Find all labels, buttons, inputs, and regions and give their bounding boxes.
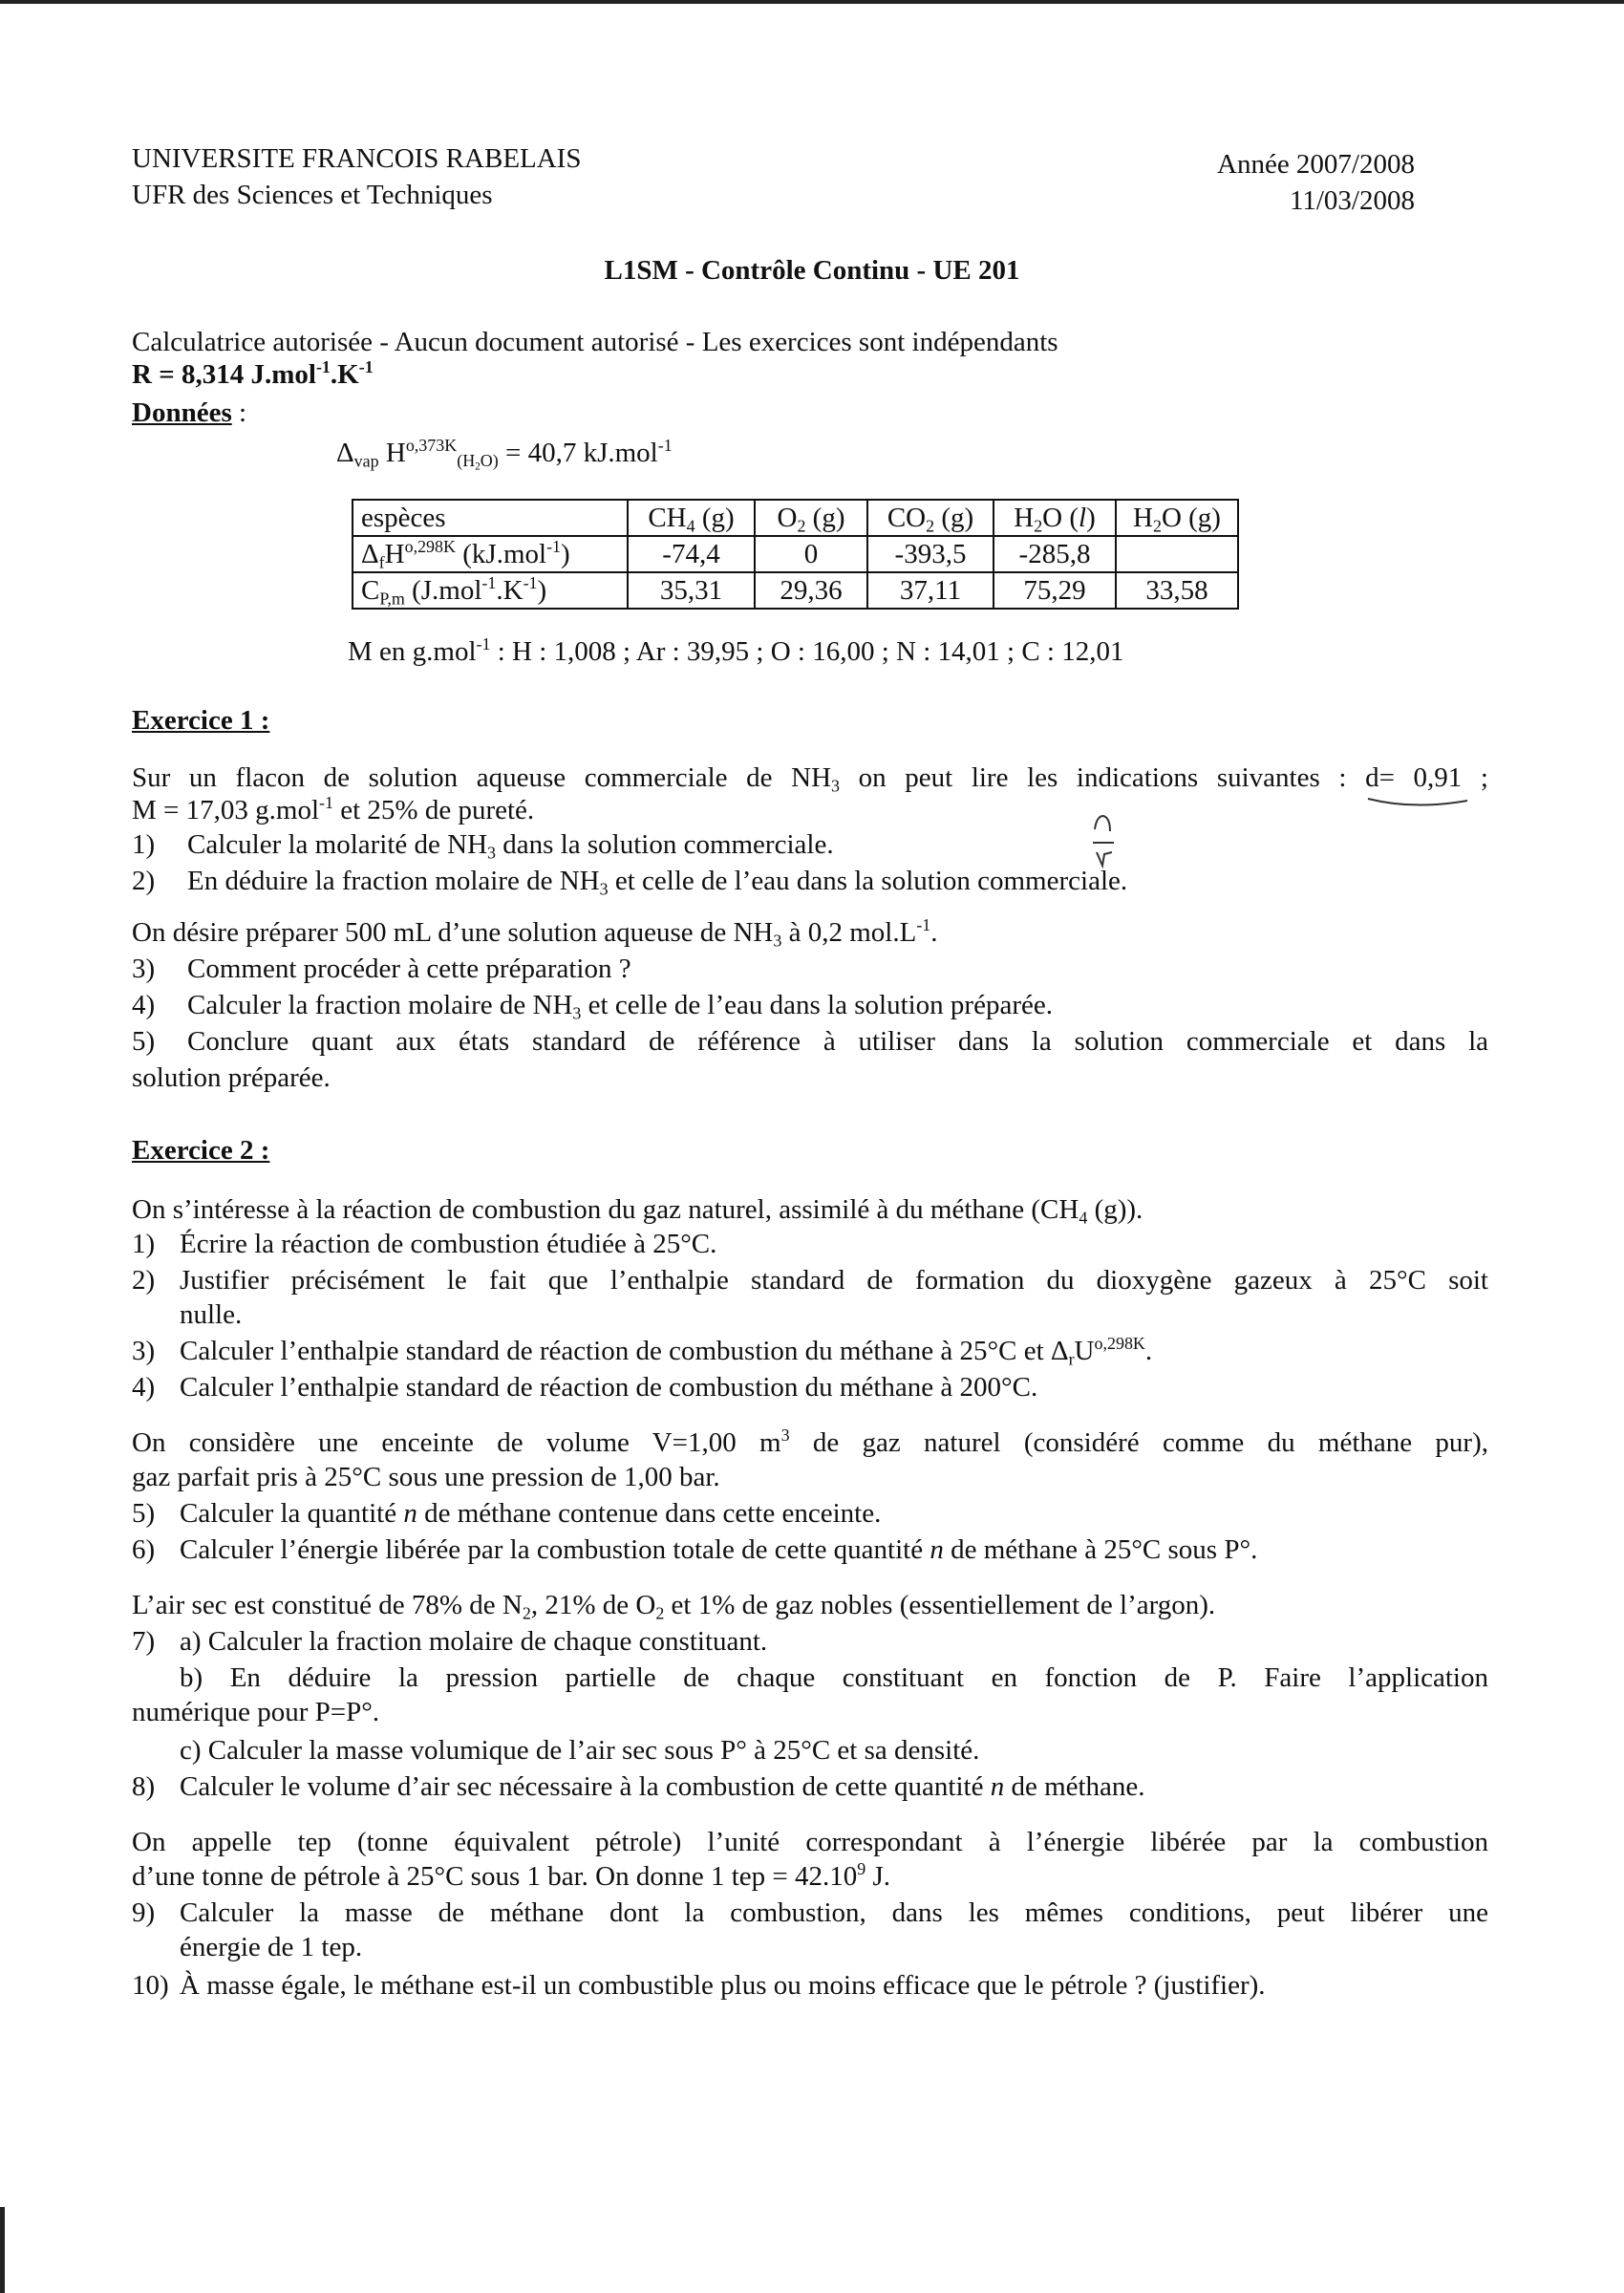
scan-edge-top (0, 0, 1624, 4)
table-cell: -285,8 (994, 536, 1116, 572)
ex1-question-3: 3) Comment procéder à cette préparation ? (132, 954, 631, 984)
ex2-intro: On s’intéresse à la réaction de combustion du gaz naturel, assimilé à du méthane ($CH_4$ (g)). (132, 1194, 1143, 1228)
gas-constant: R = 8,314 $J.mol^{-1}.K^{-1}$ (132, 357, 374, 390)
table-row (353, 572, 1238, 609)
table-header-cell: espèces (353, 500, 628, 536)
table-header-cell: $O_2$ (g) (755, 500, 867, 536)
instructions: Calculatrice autorisée - Aucun document autorisé - Les exercices sont indépendants (132, 327, 1058, 357)
ex2-tep-line2: d’une tonne de pétrole à 25°C sous 1 bar. On donne 1 tep = $42.10^9$ J. (132, 1859, 891, 1892)
ex2-question-10: 10) À masse égale, le méthane est-il un combustible plus ou moins efficace que le pétrole ? (justifier). (132, 1970, 1266, 2001)
exercise-2-title: Exercice 2 : (132, 1135, 270, 1166)
ex2-enceinte-line2: gaz parfait pris à 25°C sous une pression de 1,00 bar. (132, 1462, 720, 1492)
ex2-question-7b: b) En déduire la pression partielle de chaque constituant en fonction de P. Faire l’application (180, 1662, 1488, 1693)
molar-masses: M en g.mol$^{-1}$ : H : 1,008 ; Ar : 39,95 ; O : 16,00 ; N : 14,01 ; C : 12,01 (348, 634, 1124, 667)
academic-year: Année 2007/2008 (1217, 149, 1415, 180)
table-header-cell: $CO_2$ (g) (867, 500, 994, 536)
ex2-question-7a: 7) a) Calculer la fraction molaire de chaque constituant. (132, 1626, 768, 1657)
ex1-question-5-cont: solution préparée. (132, 1062, 331, 1093)
table-cell: 75,29 (994, 572, 1116, 609)
ex2-question-7c: c) Calculer la masse volumique de l’air sec sous P° à 25°C et sa densité. (180, 1735, 980, 1766)
scan-edge-left (0, 2207, 5, 2293)
ex1-question-5: 5) Conclure quant aux états standard de référence à utiliser dans la solution commerciale et dans la (132, 1026, 1488, 1057)
table-header-cell: $H_2O$ (l) (994, 500, 1116, 536)
ex1-intro-line1: Sur un flacon de solution aqueuse commerciale de $NH_3$ on peut lire les indications suivantes : d= 0,91 ; (132, 762, 1488, 796)
ex1-intro-line2: M = 17,03 g.mol$^{-1}$ et 25% de pureté. (132, 793, 535, 825)
table-cell: 33,58 (1116, 572, 1238, 609)
ex2-question-5: 5) Calculer la quantité n de méthane contenue dans cette enceinte. (132, 1498, 882, 1529)
table-cell: 0 (755, 536, 867, 572)
ufr-name: UFR des Sciences et Techniques (132, 180, 493, 210)
ex1-preparation: On désire préparer 500 mL d’une solution aqueuse de $NH_3$ à 0,2 $mol.L^{-1}$. (132, 915, 938, 951)
table-cell: 29,36 (755, 572, 867, 609)
ex2-question-8: 8) Calculer le volume d’air sec nécessaire à la combustion de cette quantité n de méthane. (132, 1771, 1145, 1802)
table-row (353, 536, 1238, 572)
table-row-label: $\Delta_fH^{o,298K}$ (kJ.mol$^{-1}$) (353, 536, 628, 572)
ex2-tep-line1: On appelle tep (tonne équivalent pétrole) l’unité correspondant à l’énergie libérée par la combustion (132, 1827, 1488, 1857)
table-cell: -393,5 (867, 536, 994, 572)
vaporization-enthalpy: $\Delta_{vap}$ $H^{o,373K}_{(H_2O)} = 40,7$ kJ.mol$^{-1}$ (336, 436, 673, 473)
table-cell: -74,4 (628, 536, 755, 572)
ex2-question-9-cont: énergie de 1 tep. (180, 1932, 363, 1962)
table-row (353, 500, 1238, 536)
ex1-question-1: 1) Calculer la molarité de $NH_3$ dans la solution commerciale. (132, 829, 834, 863)
table-cell: 35,31 (628, 572, 755, 609)
table-cell (1116, 536, 1238, 572)
university-name: UNIVERSITE FRANCOIS RABELAIS (132, 143, 582, 174)
table-row-label: $C_{P,m}$ $(J.mol^{-1}.K^{-1})$ (353, 572, 628, 609)
ex2-question-1: 1) Écrire la réaction de combustion étudiée à 25°C. (132, 1229, 717, 1259)
donnees-heading: Données : (132, 397, 247, 428)
ex2-question-2-cont: nulle. (180, 1299, 243, 1330)
ex2-question-9: 9) Calculer la masse de méthane dont la combustion, dans les mêmes conditions, peut libérer une (132, 1897, 1488, 1928)
ex2-question-4: 4) Calculer l’enthalpie standard de réaction de combustion du méthane à 200°C. (132, 1372, 1038, 1403)
ex2-question-6: 6) Calculer l’énergie libérée par la combustion totale de cette quantité n de méthane à 25°C sous P°. (132, 1534, 1258, 1565)
table-header-cell: $CH_4$ (g) (628, 500, 755, 536)
ex2-question-2: 2) Justifier précisément le fait que l’enthalpie standard de formation du dioxygène gazeux à 25°C soit (132, 1265, 1488, 1296)
ex2-question-3: 3) Calculer l’enthalpie standard de réaction de combustion du méthane à 25°C et $\Delta_rU^{o,298K}$. (132, 1334, 1153, 1369)
table-header-cell: $H_2O$ (g) (1116, 500, 1238, 536)
page-title: L1SM - Contrôle Continu - UE 201 (604, 255, 1020, 286)
thermo-data-table (352, 499, 1239, 610)
ex2-question-7b-cont: numérique pour P=P°. (132, 1697, 380, 1727)
ex1-question-2: 2) En déduire la fraction molaire de $NH_3$ et celle de l’eau dans la solution commerciale. (132, 866, 1128, 899)
ex1-question-4: 4) Calculer la fraction molaire de $NH_3$ et celle de l’eau dans la solution préparée. (132, 990, 1053, 1023)
exam-date: 11/03/2008 (1289, 185, 1415, 216)
ex2-enceinte-line1: On considère une enceinte de volume V=1,00 $m^3$ de gaz naturel (considéré comme du méthane pur), (132, 1425, 1488, 1458)
table-cell: 37,11 (867, 572, 994, 609)
exercise-1-title: Exercice 1 : (132, 705, 270, 736)
ex2-air-composition: L’air sec est constitué de 78% de $N_2$, 21% de $O_2$ et 1% de gaz nobles (essentiellement de l’argon). (132, 1590, 1216, 1623)
handwritten-underline (1366, 795, 1471, 810)
